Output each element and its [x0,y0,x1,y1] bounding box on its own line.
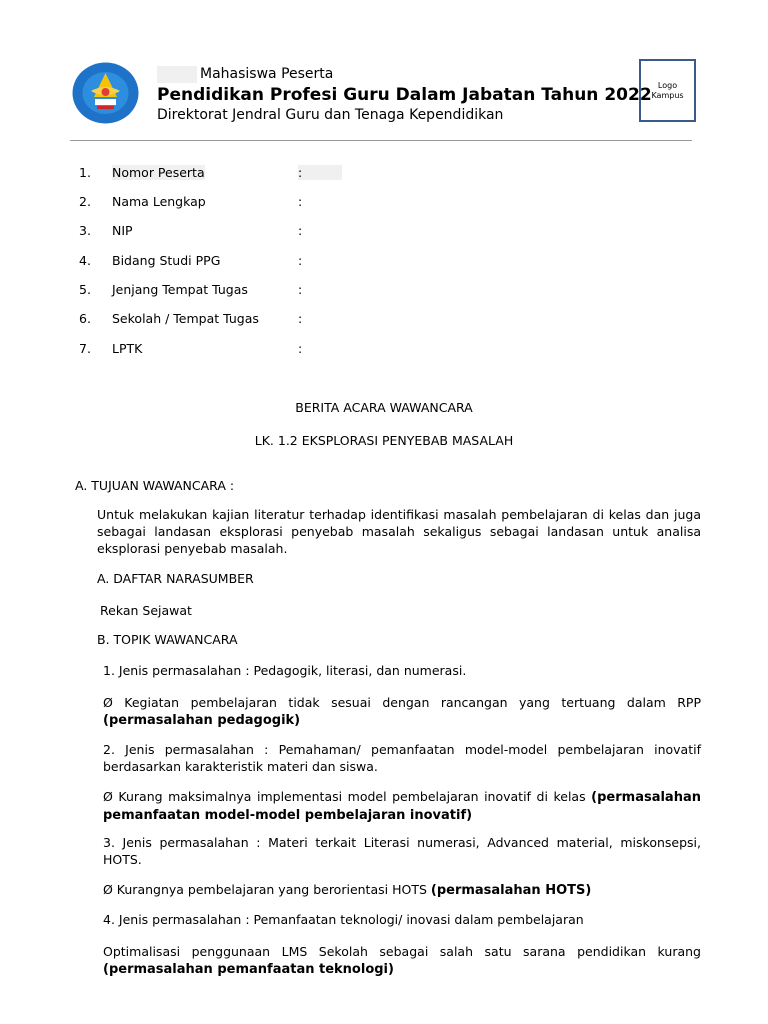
topic-point-tag: (permasalahan pemanfaatan teknologi) [103,962,394,977]
topic-item: 1. Jenis permasalahan : Pedagogik, literasi, dan numerasi. [103,663,467,678]
identity-colon: : [298,311,303,326]
document-subheading: LK. 1.2 EKSPLORASI PENYEBAB MASALAH [254,433,514,448]
topic-item: 2. Jenis permasalahan : Pemahaman/ pemanfaatan model-model pembelajaran inovatif berdasarkan karakteristik materi dan siswa. [103,742,701,774]
topic-point-text: Ø Kegiatan pembelajaran tidak sesuai dengan rancangan yang tertuang dalam RPP [103,695,701,710]
identity-row [79,165,359,183]
topic-item: 3. Jenis permasalahan : Materi terkait Literasi numerasi, Advanced material, miskonsepsi, HOTS. [103,835,701,867]
identity-number: 6. [79,311,91,326]
identity-colon: : [298,165,342,180]
identity-number: 5. [79,282,91,297]
topic-point [103,881,701,899]
header-subtitle: Mahasiswa Peserta [200,66,334,82]
topic-point-text: Optimalisasi penggunaan LMS Sekolah sebagai salah satu sarana pendidikan kurang [103,944,701,959]
subtitle-shade [157,66,197,83]
identity-colon: : [298,282,303,297]
header-divider [70,140,692,141]
identity-row [79,253,359,271]
identity-number: 1. [79,165,91,180]
topic-point [103,788,701,824]
identity-row [79,311,359,329]
identity-row [79,282,359,300]
topic-point [103,694,701,729]
identity-label: NIP [112,223,133,238]
header-title: Pendidikan Profesi Guru Dalam Jabatan Tahun 2022 [157,85,652,105]
topic-point [103,943,701,978]
header-directorate: Direktorat Jendral Guru dan Tenaga Kependidikan [157,107,504,123]
identity-row [79,341,359,359]
logo-box-line2: Kampus [651,90,684,100]
topic-point-text: Ø Kurang maksimalnya implementasi model pembelajaran inovatif di kelas [103,789,586,804]
narasumber-text: Rekan Sejawat [100,603,192,618]
identity-label: Sekolah / Tempat Tugas [112,311,259,326]
section-topik-heading: B. TOPIK WAWANCARA [97,632,238,647]
identity-label: Nomor Peserta [112,165,205,180]
identity-row [79,223,359,241]
identity-label: Jenjang Tempat Tugas [112,282,248,297]
section-narasumber-heading: A. DAFTAR NARASUMBER [97,571,254,586]
tut-wuri-handayani-emblem-icon [71,61,140,125]
identity-label: Bidang Studi PPG [112,253,221,268]
campus-logo-placeholder [639,59,696,122]
document-heading: BERITA ACARA WAWANCARA [295,400,473,415]
identity-number: 2. [79,194,91,209]
topic-point-tag: (permasalahan HOTS) [430,883,592,898]
identity-number: 4. [79,253,91,268]
identity-colon: : [298,253,303,268]
topic-point-text: Ø Kurangnya pembelajaran yang berorientasi HOTS [103,882,427,897]
identity-colon: : [298,223,303,238]
identity-number: 7. [79,341,91,356]
topic-point-tag: (permasalahan pemanfaatan model-model pembelajaran inovatif) [103,790,701,823]
identity-colon: : [298,194,303,209]
identity-label: LPTK [112,341,143,356]
topic-item: 4. Jenis permasalahan : Pemanfaatan teknologi/ inovasi dalam pembelajaran [103,912,584,927]
topic-point-tag: (permasalahan pedagogik) [103,713,301,728]
logo-box-line1: Logo [657,80,678,90]
tujuan-paragraph: Untuk melakukan kajian literatur terhadap identifikasi masalah pembelajaran di kelas dan juga sebagai landasan eksplorasi penyebab masalah sekaligus sebagai landasan untuk analisa eksplorasi penyebab masalah. [97,507,701,556]
identity-label: Nama Lengkap [112,194,206,209]
identity-row [79,194,359,212]
identity-colon: : [298,341,303,356]
section-tujuan-heading: A. TUJUAN WAWANCARA : [75,478,235,493]
identity-number: 3. [79,223,91,238]
